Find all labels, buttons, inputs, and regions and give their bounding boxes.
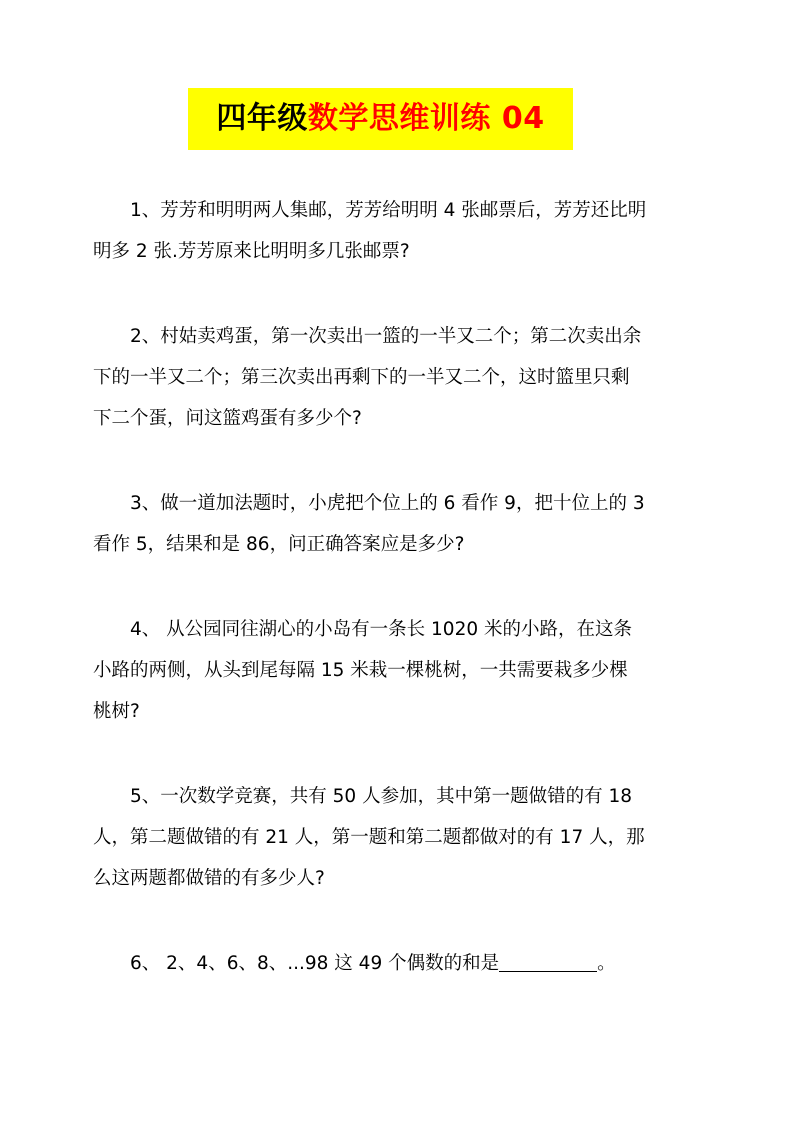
- question-line: 明多 2 张.芳芳原来比明明多几张邮票?: [93, 241, 410, 262]
- question-line: 看作 5，结果和是 86，问正确答案应是多少?: [93, 534, 465, 555]
- question-5: [93, 776, 693, 899]
- answer-blank[interactable]: [499, 953, 597, 973]
- title-subject: 数学思维训练 04: [307, 101, 545, 136]
- question-line: 3、做一道加法题时，小虎把个位上的 6 看作 9，把十位上的 3: [130, 493, 645, 514]
- title-banner: [188, 88, 573, 150]
- question-line: 人，第二题做错的有 21 人，第一题和第二题都做对的有 17 人，那: [93, 827, 645, 848]
- question-line: 4、 从公园同往湖心的小岛有一条长 1020 米的小路，在这条: [130, 619, 632, 640]
- title-grade: 四年级: [216, 101, 308, 136]
- question-2: [93, 316, 693, 439]
- question-line: 下的一半又二个；第三次卖出再剩下的一半又二个，这时篮里只剩: [93, 367, 630, 388]
- question-6-text: 6、 2、4、6、8、...98 这 49 个偶数的和是: [130, 953, 500, 974]
- question-line: 5、一次数学竞赛，共有 50 人参加，其中第一题做错的有 18: [130, 786, 632, 807]
- question-line: 桃树?: [93, 701, 140, 722]
- question-1: [93, 190, 693, 272]
- question-6: [93, 943, 693, 984]
- question-4: [93, 609, 693, 732]
- question-line: 么这两题都做错的有多少人?: [93, 868, 325, 889]
- question-line: 2、村姑卖鸡蛋，第一次卖出一篮的一半又二个；第二次卖出余: [130, 326, 642, 347]
- question-list: [93, 190, 693, 1028]
- question-3: [93, 483, 693, 565]
- question-6-end: 。: [597, 953, 616, 974]
- question-line: 小路的两侧，从头到尾每隔 15 米栽一棵桃树，一共需要栽多少棵: [93, 660, 628, 681]
- page-title: [216, 101, 545, 136]
- question-line: 1、芳芳和明明两人集邮，芳芳给明明 4 张邮票后，芳芳还比明: [130, 200, 647, 221]
- question-line: 下二个蛋，问这篮鸡蛋有多少个?: [93, 408, 362, 429]
- question-line: [93, 943, 693, 984]
